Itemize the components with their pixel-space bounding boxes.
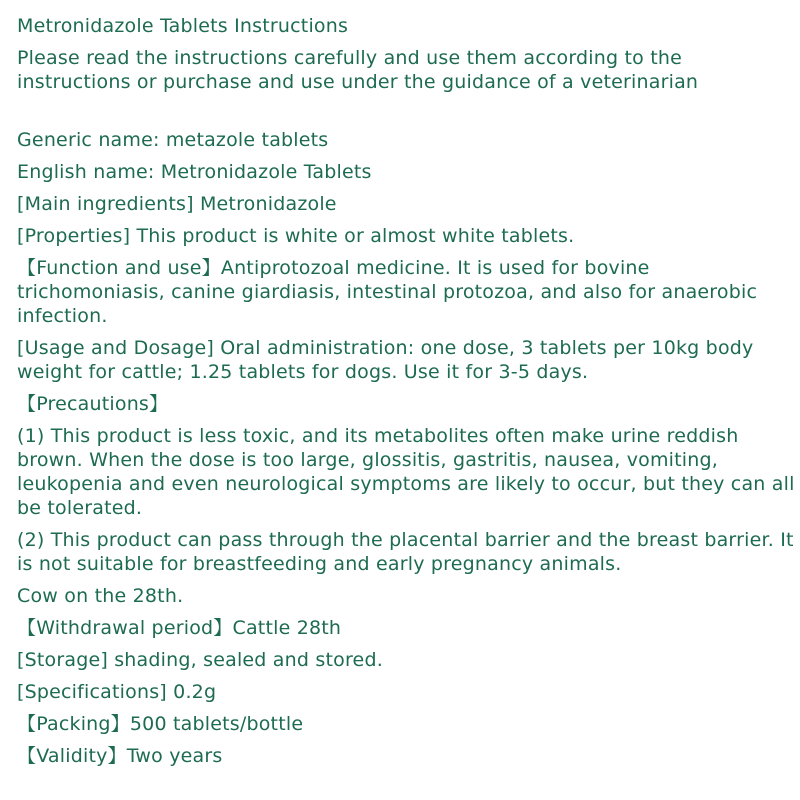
- main-ingredients-line: [Main ingredients] Metronidazole: [17, 193, 337, 215]
- storage-line: [Storage] shading, sealed and stored.: [17, 649, 383, 671]
- precaution-item-2: (2) This product can pass through the placental barrier and the breast barrier. It is not suitable for breastfeeding and early pregnancy animals.: [17, 529, 794, 575]
- validity-line: 【Validity】Two years: [17, 745, 223, 767]
- document-title: Metronidazole Tablets Instructions: [17, 15, 349, 37]
- withdrawal-period-line: 【Withdrawal period】Cattle 28th: [17, 617, 342, 639]
- intro-text: Please read the instructions carefully and use them according to the instructions or purchase and use under the guidance of a veterinarian: [17, 47, 699, 93]
- properties-line: [Properties] This product is white or almost white tablets.: [17, 225, 575, 247]
- instruction-sheet: [17, 14, 797, 776]
- section-spacer: [17, 94, 797, 128]
- cow-note-line: Cow on the 28th.: [17, 585, 184, 607]
- precaution-item-1: (1) This product is less toxic, and its metabolites often make urine reddish brown. When the dose is too large, glossitis, gastritis, nausea, vomiting, leukopenia and even neurological symptoms are likely to occur, but they can all be tolerated.: [17, 425, 795, 519]
- specifications-line: [Specifications] 0.2g: [17, 681, 217, 703]
- packing-line: 【Packing】500 tablets/bottle: [17, 713, 304, 735]
- usage-and-dosage-line: [Usage and Dosage] Oral administration: one dose, 3 tablets per 10kg body weight for cattle; 1.25 tablets for dogs. Use it for 3-5 days.: [17, 337, 754, 383]
- function-and-use-line: 【Function and use】Antiprotozoal medicine. It is used for bovine trichomoniasis, canine giardiasis, intestinal protozoa, and also for anaerobic infection.: [17, 257, 758, 327]
- english-name-line: English name: Metronidazole Tablets: [17, 161, 372, 183]
- precautions-heading: 【Precautions】: [17, 393, 169, 415]
- generic-name-line: Generic name: metazole tablets: [17, 129, 329, 151]
